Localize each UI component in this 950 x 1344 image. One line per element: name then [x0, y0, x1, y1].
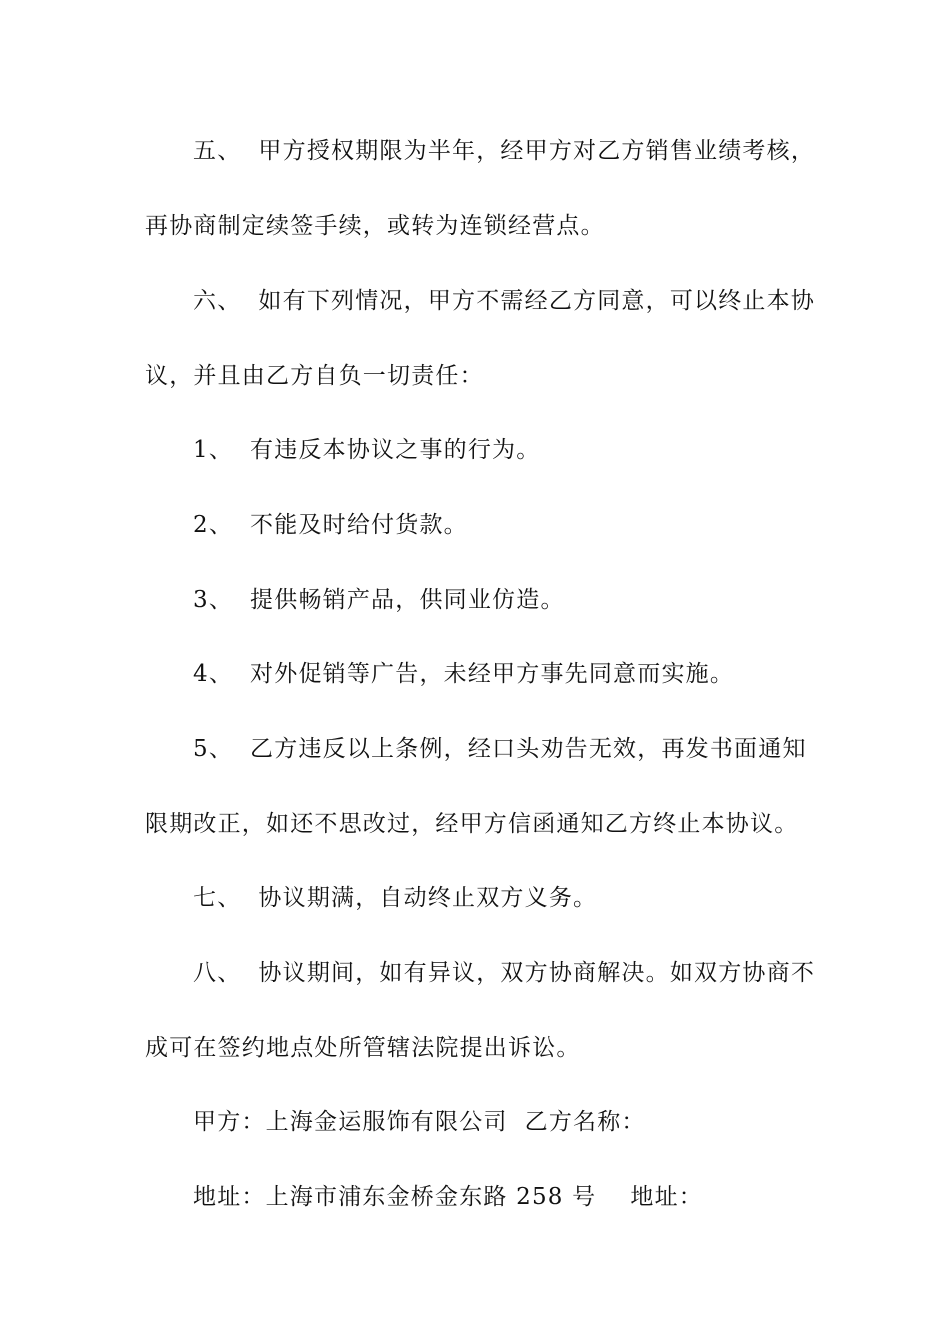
clause-5-line-2: 再协商制定续签手续，或转为连锁经营点。: [145, 213, 605, 239]
clause-6-line-1: 六、 如有下列情况，甲方不需经乙方同意，可以终止本协: [193, 288, 816, 314]
clause-6-item-2: 2、 不能及时给付货款。: [193, 512, 468, 538]
clause-8-line-2: 成可在签约地点处所管辖法院提出诉讼。: [145, 1035, 581, 1061]
clause-6-item-5-line-1: 5、 乙方违反以上条例，经口头劝告无效，再发书面通知: [193, 736, 807, 762]
clause-6-line-2: 议，并且由乙方自负一切责任：: [145, 363, 484, 389]
clause-6-item-4: 4、 对外促销等广告，未经甲方事先同意而实施。: [193, 661, 735, 687]
party-address-line: 地址：上海市浦东金桥金东路 258 号 地址：: [193, 1184, 703, 1210]
party-names-line: 甲方：上海金运服饰有限公司 乙方名称：: [193, 1109, 646, 1135]
clause-6-item-3: 3、 提供畅销产品，供同业仿造。: [193, 587, 565, 613]
clause-6-item-1: 1、 有违反本协议之事的行为。: [193, 437, 541, 463]
clause-7-line: 七、 协议期满，自动终止双方义务。: [193, 885, 598, 911]
clause-8-line-1: 八、 协议期间，如有异议，双方协商解决。如双方协商不: [193, 960, 816, 986]
clause-5-line-1: 五、 甲方授权期限为半年，经甲方对乙方销售业绩考核，: [193, 138, 816, 164]
clause-6-item-5-line-2: 限期改正，如还不思改过，经甲方信函通知乙方终止本协议。: [145, 811, 799, 837]
